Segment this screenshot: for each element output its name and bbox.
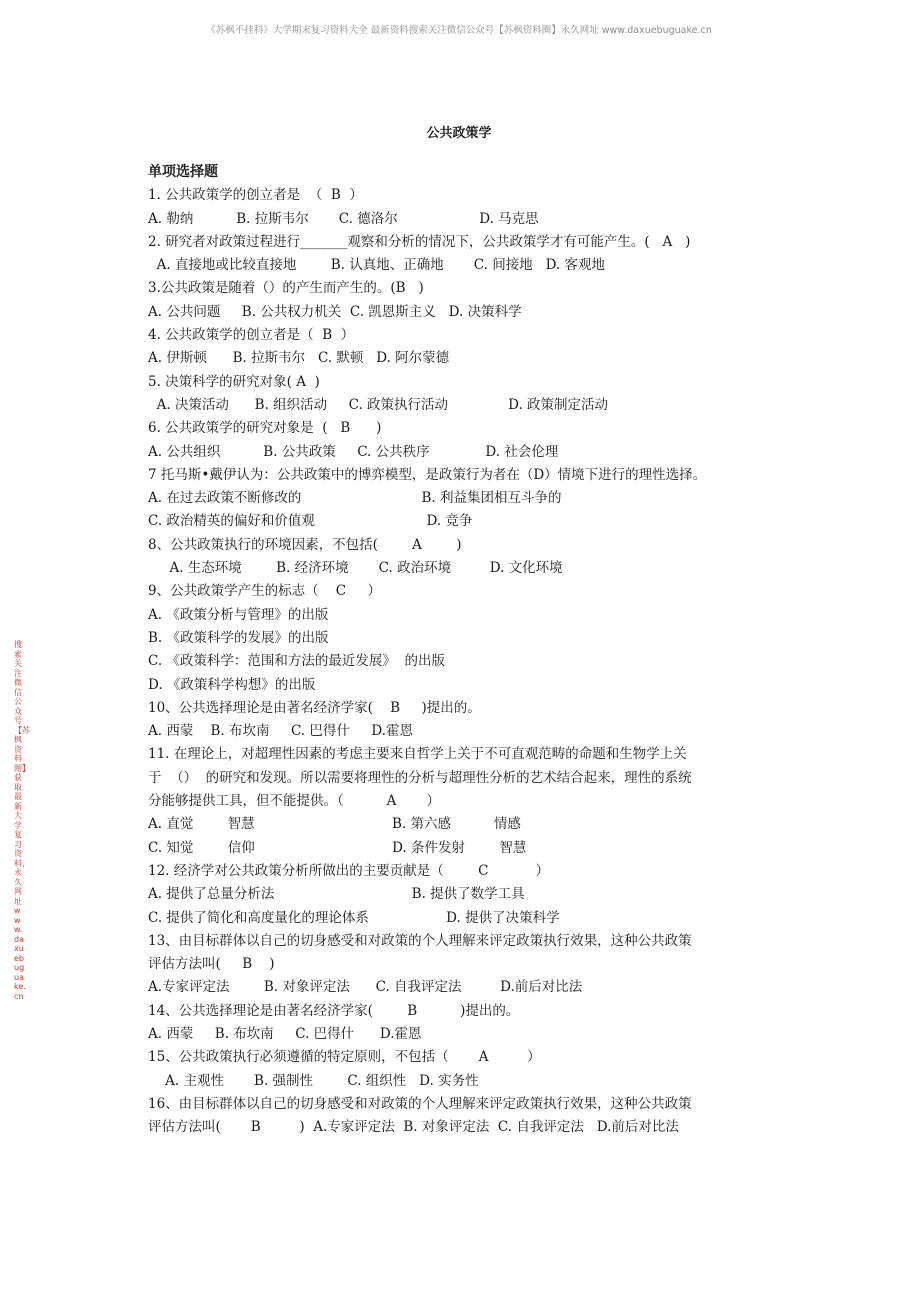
question-line: 13、由目标群体以自己的切身感受和对政策的个人理解来评定政策执行效果，这种公共政策	[148, 932, 692, 949]
question-line: 11. 在理论上，对超理性因素的考虑主要来自哲学上关于不可直观范畴的命题和生物学上关	[148, 746, 687, 763]
question-line: A. 主观性 B. 强制性 C. 组织性 D. 实务性	[148, 1072, 479, 1089]
question-line: 12. 经济学对公共政策分析所做出的主要贡献是（ C ）	[148, 862, 550, 879]
question-line: 15、公共政策执行必须遵循的特定原则，不包括（ A ）	[148, 1049, 541, 1066]
question-line: A. 西蒙 B. 布坎南 C. 巴得什 D.霍恩	[148, 723, 413, 740]
question-line: 5. 决策科学的研究对象( A )	[148, 373, 320, 390]
question-line: A. 直觉 智慧 B. 第六感 情感	[148, 816, 521, 833]
section-heading: 单项选择题	[148, 164, 218, 180]
question-line: 1. 公共政策学的创立者是 （ B ）	[148, 187, 363, 204]
question-line: A. 决策活动 B. 组织活动 C. 政策执行活动 D. 政策制定活动	[148, 396, 609, 413]
question-line: C. 政治精英的偏好和价值观 D. 竞争	[148, 513, 473, 530]
question-line: 14、公共选择理论是由著名经济学家( B )提出的。	[148, 1002, 520, 1019]
question-line: 于 （） 的研究和发现。所以需要将理性的分析与超理性分析的艺术结合起来，理性的系统	[148, 769, 692, 786]
question-line: B. 《政策科学的发展》的出版	[148, 629, 329, 646]
question-line: 分能够提供工具，但不能提供。（ A ）	[148, 793, 440, 810]
question-line: A.专家评定法 B. 对象评定法 C. 自我评定法 D.前后对比法	[148, 979, 583, 996]
question-line: 9、公共政策学产生的标志（ C ）	[148, 583, 382, 600]
question-line: A. 在过去政策不断修改的 B. 利益集团相互斗争的	[148, 490, 562, 507]
question-line: 16、由目标群体以自己的切身感受和对政策的个人理解来评定政策执行效果，这种公共政策	[148, 1095, 692, 1112]
question-line: 3.公共政策是随着（）的产生而产生的。(B )	[148, 280, 424, 297]
question-line: A. 《政策分析与管理》的出版	[148, 606, 329, 623]
question-line: 10、公共选择理论是由著名经济学家( B )提出的。	[148, 699, 481, 716]
question-line: 4. 公共政策学的创立者是（ B ）	[148, 327, 355, 344]
question-line: 评估方法叫( B )	[148, 956, 275, 973]
question-line: A. 直接地或比较直接地 B. 认真地、正确地 C. 间接地 D. 客观地	[148, 257, 606, 274]
question-line: 8、公共政策执行的环境因素，不包括( A )	[148, 536, 462, 553]
question-line: A. 提供了总量分析法 B. 提供了数学工具	[148, 886, 525, 903]
question-line: A. 公共组织 B. 公共政策 C. 公共秩序 D. 社会伦理	[148, 443, 559, 460]
question-line: 评估方法叫( B ) A.专家评定法 B. 对象评定法 C. 自我评定法 D.前后对比法	[148, 1119, 679, 1136]
question-line: A. 西蒙 B. 布坎南 C. 巴得什 D.霍恩	[148, 1025, 422, 1042]
question-line: A. 伊斯顿 B. 拉斯韦尔 C. 默顿 D. 阿尔蒙德	[148, 350, 450, 367]
document-body	[148, 161, 778, 1139]
document-title: 公共政策学	[426, 126, 492, 141]
question-line: C. 知觉 信仰 D. 条件发射 智慧	[148, 839, 527, 856]
question-line: A. 勒纳 B. 拉斯韦尔 C. 德洛尔 D. 马克思	[148, 210, 539, 227]
question-line: 6. 公共政策学的研究对象是 ( B )	[148, 420, 382, 437]
question-line: D. 《政策科学构想》的出版	[148, 676, 316, 693]
question-line: A. 生态环境 B. 经济环境 C. 政治环境 D. 文化环境	[148, 560, 563, 577]
question-line: C. 《政策科学：范围和方法的最近发展》 的出版	[148, 653, 446, 670]
question-line: C. 提供了简化和高度量化的理论体系 D. 提供了决策科学	[148, 909, 560, 926]
question-line: A. 公共问题 B. 公共权力机关 C. 凯恩斯主义 D. 决策科学	[148, 303, 522, 320]
question-line: 2. 研究者对政策过程进行_______观察和分析的情况下，公共政策学才有可能产生。( A )	[148, 233, 691, 250]
page-header-watermark: 《苏枫不挂科》大学期末复习资料大全 最新资料搜索关注微信公众号【苏枫资料圈】永久网址 www.daxuebuguake.cn	[206, 25, 712, 36]
side-watermark: 搜索关注微信公众号【苏枫资料圈】获取最新大学复习资料，永久网址www.daxuebuguake.cn	[14, 640, 30, 1001]
question-line: 7 托马斯•戴伊认为：公共政策中的博弈模型，是政策行为者在（D）情境下进行的理性选择。	[148, 466, 707, 483]
